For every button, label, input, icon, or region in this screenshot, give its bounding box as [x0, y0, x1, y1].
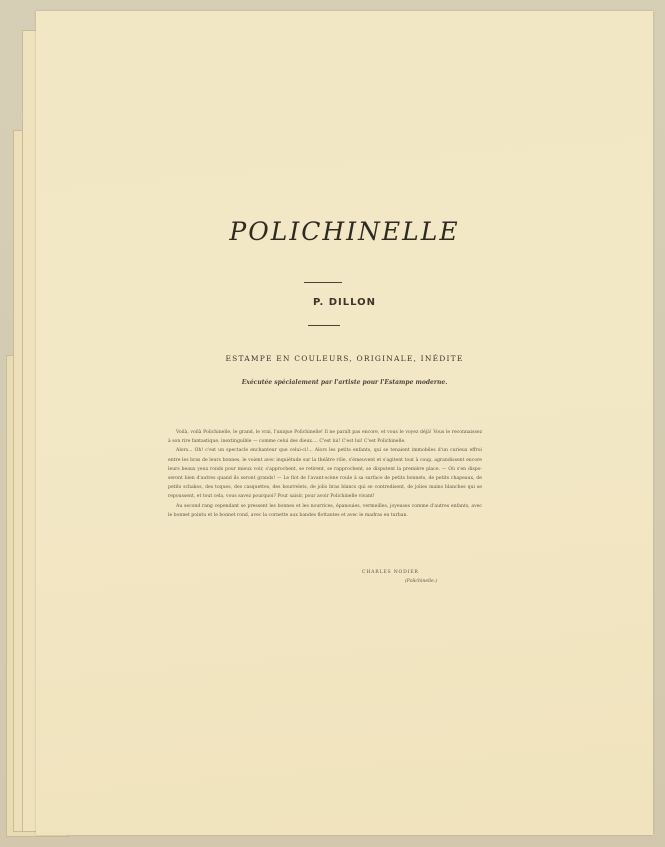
quote-source: (Polichinelle.) — [405, 579, 437, 584]
divider — [304, 282, 342, 283]
paragraph: Au second rang cependant se pressent les bonnes et les nourrices, épanouies, vermeilles, joyeuses comme d'autres enfants, avec le bonnet pointu et le bonnet rond, avec la cornette aux bandes flottantes et avec le madras en turban. — [168, 503, 482, 518]
document-subtitle: ESTAMPE EN COULEURS, ORIGINALE, INÉDITE — [225, 354, 464, 363]
quote-author: CHARLES NODIER — [362, 570, 419, 575]
artist-name: P. DILLON — [312, 297, 377, 308]
divider — [308, 325, 340, 326]
paragraph: Voilà, voilà Polichinelle, le grand, le vrai, l'unique Polichinelle! Il ne paraît pas encore, et vous le voyez déjà! Vous le reconnaissez à son rire fantastique, inextinguible — comme celui des dieux.... C'est lui! C'est lui! C'est Polichinelle. — [168, 430, 482, 445]
body-text — [168, 428, 482, 520]
publication-note: Exécutée spécialement par l'artiste pour l'Estampe moderne. — [241, 379, 448, 386]
paragraph: Alors... Oh! c'est un spectacle enchanteur que celui-ci!... Alors les petits enfants, qui se tenaient immobiles d'un curieux effroi entre les bras de leurs bonnes, le voient avec inquiétude sur la théâtre rôle, s'émeuvent et s'agitent tout à coup, agrandissent encore leurs beaux yeux ronds pour mieux voir, s'approchent, se retirent, se rapprochent, se disputent la première place. — Où s'en dispo- seront bien d'autres quand ils seront grands! — Le flot de l'avant-scène roule à sa surface de petits bonnets, de petits chapeaux, de petits schakos, des toques, des casquettes, des bourrelets, de jolis bras blancs qui se contredisent, de jolies mains blanches qui se repoussent, et tout cela, vous savez pourquoi? Pour saisir, pour avoir Polichinelle vivant! — [168, 448, 482, 500]
paper-sheet — [36, 11, 653, 835]
document-title: POLICHINELLE — [229, 217, 460, 246]
